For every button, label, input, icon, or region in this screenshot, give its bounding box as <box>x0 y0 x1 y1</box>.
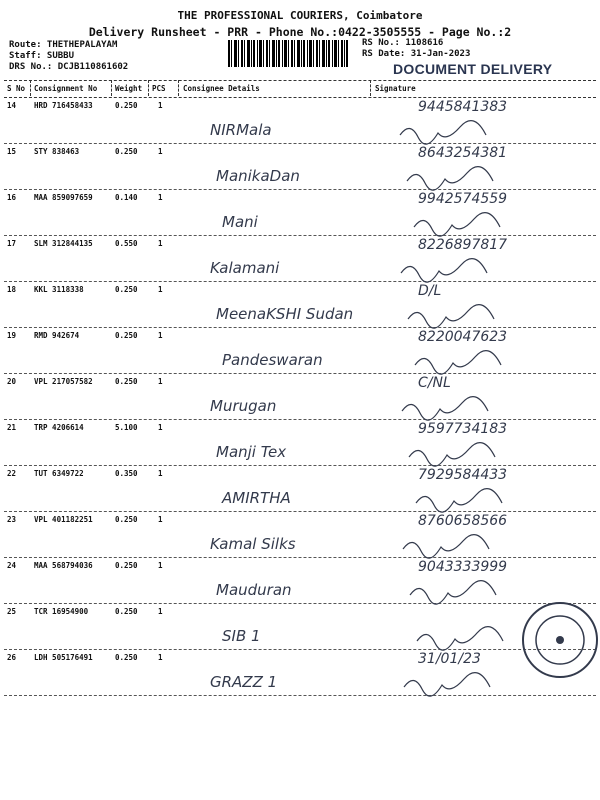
row-weight: 0.250 <box>115 561 138 570</box>
runsheet-subtitle: Delivery Runsheet - PRR - Phone No.:0422-3505555 - Page No.:2 <box>88 25 512 39</box>
consignee-handwritten-name: Kalamani <box>210 259 280 277</box>
row-pcs: 1 <box>158 515 163 524</box>
consignee-handwritten-name: Pandeswaran <box>222 351 323 369</box>
row-consignment: MAA 568794036 <box>34 561 93 570</box>
barcode-image <box>228 40 348 67</box>
row-consignment: TRP 4206614 <box>34 423 84 432</box>
consignee-handwritten-name: Manji Tex <box>216 443 287 461</box>
drs-label: DRS No.: DCJB110861602 <box>9 62 129 72</box>
col-sno: S No <box>7 84 26 93</box>
signature-handwritten: D/L <box>418 283 442 299</box>
signature-handwritten: 8226897817 <box>418 237 508 253</box>
row-pcs: 1 <box>158 469 163 478</box>
row-sno: 26 <box>7 653 17 662</box>
row-weight: 0.250 <box>115 147 138 156</box>
signature-handwritten: 8643254381 <box>418 145 508 161</box>
consignee-handwritten-name: Mani <box>222 213 258 231</box>
signature-handwritten: 8760658566 <box>418 513 508 529</box>
row-consignment: TCR 16954900 <box>34 607 89 616</box>
row-pcs: 1 <box>158 377 163 386</box>
signature-handwritten: 31/01/23 <box>418 651 481 667</box>
row-pcs: 1 <box>158 101 163 110</box>
row-consignment: SLM 312844135 <box>34 239 93 248</box>
table-header <box>4 80 596 98</box>
row-weight: 0.250 <box>115 607 138 616</box>
consignee-handwritten-name: MeenaKSHI Sudan <box>216 305 354 323</box>
staff-label: Staff: SUBBU <box>9 51 75 61</box>
row-weight: 0.250 <box>115 515 138 524</box>
consignee-handwritten-name: Murugan <box>210 397 277 415</box>
signature-handwritten: 7929584433 <box>418 467 508 483</box>
row-sno: 22 <box>7 469 17 478</box>
consignee-handwritten-name: GRAZZ 1 <box>210 673 278 691</box>
row-weight: 0.250 <box>115 377 138 386</box>
consignee-handwritten-name: ManikaDan <box>216 167 300 185</box>
row-weight: 0.250 <box>115 285 138 294</box>
signature-handwritten: 9445841383 <box>418 99 508 115</box>
consignee-handwritten-name: NIRMala <box>210 121 272 139</box>
signature-handwritten: 9043333999 <box>418 559 508 575</box>
row-pcs: 1 <box>158 561 163 570</box>
company-title: THE PROFESSIONAL COURIERS, Coimbatore <box>177 9 423 22</box>
row-pcs: 1 <box>158 423 163 432</box>
row-pcs: 1 <box>158 607 163 616</box>
row-weight: 0.250 <box>115 653 138 662</box>
row-sno: 17 <box>7 239 17 248</box>
row-consignment: LDH 505176491 <box>34 653 93 662</box>
row-sno: 21 <box>7 423 17 432</box>
col-pcs: PCS <box>152 84 166 93</box>
row-pcs: 1 <box>158 653 163 662</box>
row-consignment: RMD 942674 <box>34 331 80 340</box>
signature-handwritten: 9942574559 <box>418 191 508 207</box>
row-weight: 0.550 <box>115 239 138 248</box>
row-consignment: VPL 401182251 <box>34 515 93 524</box>
document-delivery-stamp: DOCUMENT DELIVERY <box>393 61 553 77</box>
row-weight: 5.100 <box>115 423 138 432</box>
signature-handwritten: 8220047623 <box>418 329 508 345</box>
row-consignment: KKL 3118338 <box>34 285 84 294</box>
row-sno: 14 <box>7 101 17 110</box>
row-sno: 23 <box>7 515 17 524</box>
row-pcs: 1 <box>158 193 163 202</box>
col-signature: Signature <box>375 84 416 93</box>
signature-handwritten: C/NL <box>418 375 451 391</box>
row-pcs: 1 <box>158 239 163 248</box>
signature-handwritten: 9597734183 <box>418 421 508 437</box>
row-weight: 0.140 <box>115 193 138 202</box>
col-weight: Weight <box>115 84 143 93</box>
row-sno: 18 <box>7 285 17 294</box>
row-pcs: 1 <box>158 285 163 294</box>
col-consignment: Consignment No <box>34 84 98 93</box>
courier-seal-stamp <box>520 600 600 680</box>
route-label: Route: THETHEPALAYAM <box>9 40 118 50</box>
col-consignee: Consignee Details <box>183 84 260 93</box>
row-sno: 19 <box>7 331 17 340</box>
row-consignment: HRD 716458433 <box>34 101 93 110</box>
row-pcs: 1 <box>158 147 163 156</box>
consignee-handwritten-name: AMIRTHA <box>222 489 291 507</box>
row-consignment: STY 838463 <box>34 147 80 156</box>
consignee-handwritten-name: SIB 1 <box>222 627 261 645</box>
row-weight: 0.250 <box>115 331 138 340</box>
row-weight: 0.350 <box>115 469 138 478</box>
row-sno: 24 <box>7 561 17 570</box>
consignee-handwritten-name: Kamal Silks <box>210 535 296 553</box>
row-sno: 25 <box>7 607 17 616</box>
row-consignment: TUT 6349722 <box>34 469 84 478</box>
row-sno: 20 <box>7 377 17 386</box>
row-pcs: 1 <box>158 331 163 340</box>
row-consignment: VPL 217057582 <box>34 377 93 386</box>
row-weight: 0.250 <box>115 101 138 110</box>
consignee-handwritten-name: Mauduran <box>216 581 292 599</box>
row-consignment: MAA 859097659 <box>34 193 93 202</box>
row-sno: 15 <box>7 147 17 156</box>
rs-date: RS Date: 31-Jan-2023 <box>362 49 471 59</box>
row-sno: 16 <box>7 193 17 202</box>
rs-number: RS No.: 1108616 <box>362 38 444 48</box>
